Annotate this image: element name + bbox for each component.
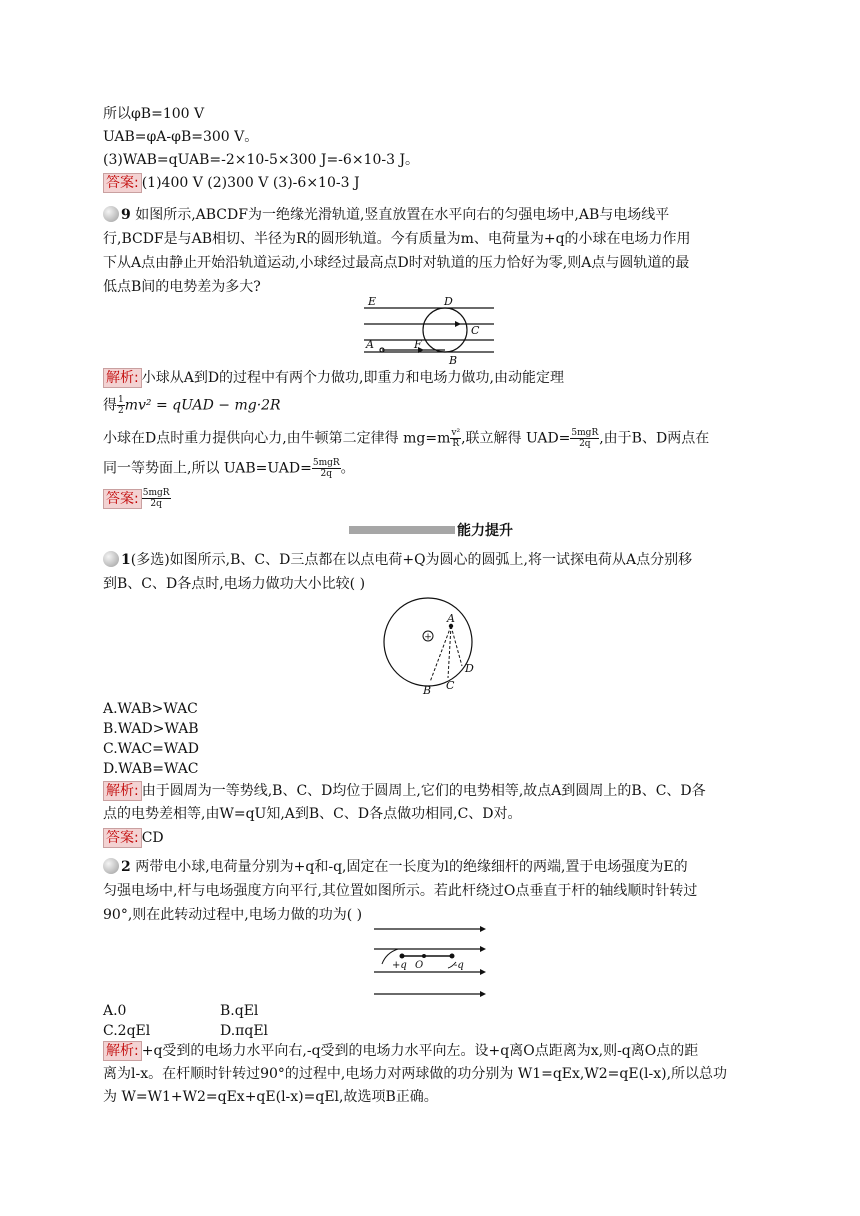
text-line: 同一等势面上,所以 UAB=UAD= $\frac{\text{5mgR}}{2q}$ 。 (103, 458, 355, 479)
label-O: O (415, 960, 424, 971)
option-b: B.WAD>WAB (103, 721, 199, 737)
label-C: C (446, 679, 455, 692)
label-plus: + (424, 632, 432, 643)
jiexi-line: 解析: 小球从A到D的过程中有两个力做功,即重力和电场力做功,由动能定理 (103, 368, 564, 388)
label-D: D (444, 296, 453, 308)
section-bar (349, 526, 455, 534)
question-number: 1 (121, 552, 131, 568)
problem-2-line-3: 90°,则在此转动过程中,电场力做的功为( ) (103, 907, 363, 923)
fraction: $\frac{1}{2}$ (118, 395, 124, 416)
question-9-line-3: 下从A点由静止开始沿轨道运动,小球经过最高点D时对轨道的压力恰好为零,则A点与圆轨道的最 (103, 255, 690, 271)
option-c: C.WAC=WAD (103, 741, 199, 757)
question-9-line-2: 行,BCDF是与AB相切、半径为R的圆形轨道。今有质量为m、电荷量为+q的小球在电场力作用 (103, 231, 691, 247)
fraction: $\frac{\text{5mgR}}{2q}$ (142, 488, 170, 509)
label-E: E (368, 296, 377, 308)
label-A: A (447, 612, 455, 625)
jiexi-tag: 解析: (103, 368, 142, 388)
text-line: 小球在D点时重力提供向心力,由牛顿第二定律得 mg=m $\frac{\text{v²}}{R}$ ,联立解得 UAD= $\frac{\text{5mgR}}{2q}$ ,由于B、D两点在 (103, 428, 710, 449)
option-c: C.2qEl (103, 1023, 151, 1039)
answer-tag: 答案: (103, 828, 142, 848)
answer-tag: 答案: (103, 173, 142, 193)
section-heading (349, 520, 513, 540)
problem-1-line-1: 1(多选)如图所示,B、C、D三点都在以点电荷+Q为圆心的圆弧上,将一试探电荷从A点分别移 (103, 550, 692, 570)
answer-text: CD (141, 830, 164, 846)
answer-line (103, 828, 164, 848)
label-F: F (414, 338, 422, 351)
fraction: $\frac{\text{5mgR}}{2q}$ (312, 458, 340, 479)
option-d: D.πqEl (220, 1023, 269, 1039)
jiexi-line: 解析: 由于圆周为一等势线,B、C、D均位于圆周上,它们的电势相等,故点A到圆周上的B、C、D各 (103, 781, 706, 801)
option-a: A.0 (103, 1003, 127, 1019)
bullet-icon (103, 551, 119, 567)
question-9-line-1: 9 如图所示,ABCDF为一绝缘光滑轨道,竖直放置在水平向右的匀强电场中,AB与电场线平 (103, 205, 669, 225)
bullet-icon (103, 206, 119, 222)
label-A: A (366, 338, 374, 351)
jiexi-tag: 解析: (103, 1041, 142, 1061)
label-C: C (471, 324, 480, 337)
answer-text: (1)400 V (2)300 V (3)-6×10-3 J (141, 175, 360, 191)
answer-line (103, 173, 360, 193)
text-line: 点的电势差相等,由W=qU知,A到B、C、D各点做功相同,C、D对。 (103, 806, 522, 822)
label-D: D (465, 662, 474, 675)
jiexi-tag: 解析: (103, 781, 142, 801)
answer-line (103, 488, 171, 509)
option-d: D.WAB=WAC (103, 761, 199, 777)
label-B: B (449, 354, 458, 366)
label-minus-q: -q (454, 960, 464, 971)
text-line: 离为l-x。在杆顺时针转过90°的过程中,电场力对两球做的功分别为 W1=qEx,W2=qE(l-x),所以总功 (103, 1066, 728, 1082)
text-line: 为 W=W1+W2=qEx+qE(l-x)=qEl,故选项B正确。 (103, 1089, 438, 1105)
label-plus-q: +q (392, 960, 407, 971)
problem-2-line-2: 匀强电场中,杆与电场强度方向平行,其位置如图所示。若此杆绕过O点垂直于杆的轴线顺时针转过 (103, 883, 698, 899)
text-line: (3)WAB=qUAB=-2×10-5×300 J=-6×10-3 J。 (103, 152, 420, 168)
text-line: UAB=φA-φB=300 V。 (103, 129, 259, 145)
answer-tag: 答案: (103, 489, 142, 509)
jiexi-line: 解析: +q受到的电场力水平向右,-q受到的电场力水平向左。设+q离O点距离为x,则-q离O点的距 (103, 1041, 698, 1061)
fraction: $\frac{\text{v²}}{R}$ (451, 428, 461, 449)
problem-1-line-2: 到B、C、D各点时,电场力做功大小比较( ) (103, 576, 366, 592)
option-b: B.qEl (220, 1003, 259, 1019)
text-line: 所以φB=100 V (103, 106, 205, 122)
label-B: B (423, 684, 432, 697)
problem-2-line-1: 2 两带电小球,电荷量分别为+q和-q,固定在一长度为l的绝缘细杆的两端,置于电场强度为E的 (103, 857, 688, 877)
rod-figure (370, 922, 490, 1000)
equation-line: 得 $\frac{1}{2}$ mv² = qUAD − mg·2R (103, 395, 281, 416)
bullet-icon (103, 858, 119, 874)
question-9-line-4: 低点B间的电势差为多大? (103, 279, 261, 295)
question-number: 2 (121, 859, 131, 875)
option-a: A.WAB>WAC (103, 701, 198, 717)
circle-figure (378, 596, 484, 698)
fraction: $\frac{\text{5mgR}}{2q}$ (571, 428, 599, 449)
section-title: 能力提升 (457, 523, 513, 539)
track-figure (360, 296, 500, 366)
question-number: 9 (121, 207, 131, 223)
